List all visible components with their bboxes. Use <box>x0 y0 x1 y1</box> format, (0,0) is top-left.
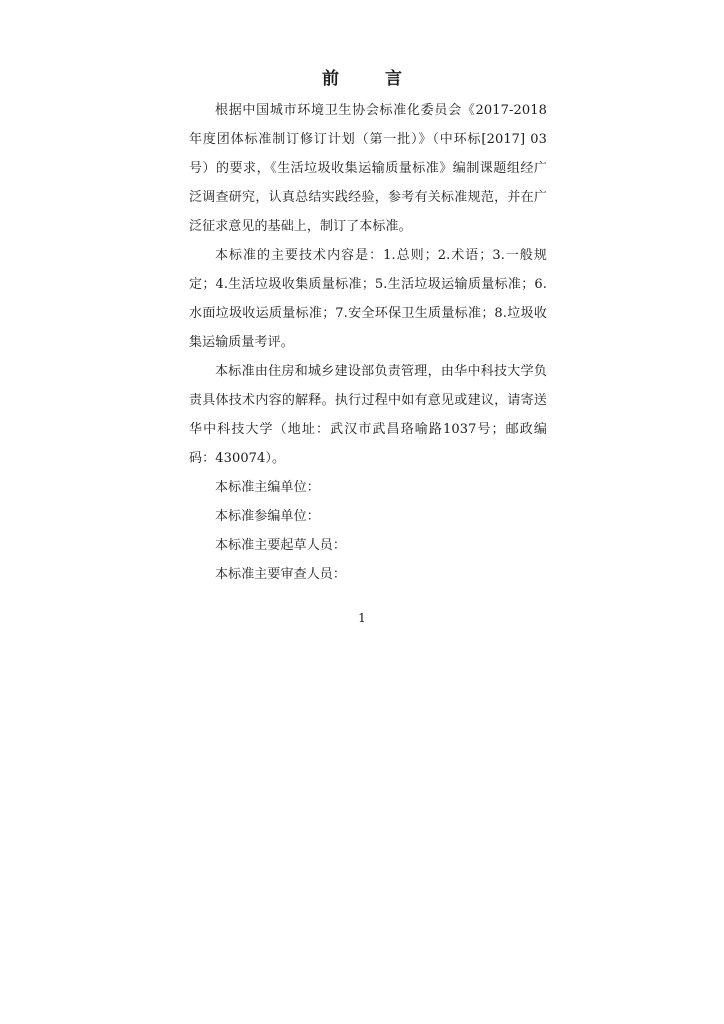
main-reviewers: 本标准主要审查人员： <box>215 567 347 582</box>
chief-editor-unit: 本标准主编单位： <box>215 480 320 495</box>
page-number: 1 <box>358 611 366 625</box>
paragraph-background: 根据中国城市环境卫生协会标准化委员会《2017-2018年度团体标准制订修订计划（第一批）》（中环标[2017] 03号）的要求，《生活垃圾收集运输质量标准》编制课题组经广泛调查研究，认真总结实践经验，参考有关标准规范，并在广泛征求意见的基础上，制订了本标准。 <box>189 103 547 234</box>
main-drafters: 本标准主要起草人员： <box>215 538 347 553</box>
page-title: 前 言 <box>322 69 422 89</box>
preface-body <box>189 96 547 589</box>
participating-unit: 本标准参编单位： <box>215 509 320 524</box>
paragraph-main-content: 本标准的主要技术内容是：1.总则；2.术语；3.一般规定；4.生活垃圾收集质量标准；5.生活垃圾运输质量标准；6.水面垃圾收运质量标准；7.安全环保卫生质量标准；8.垃圾收集运输质量考评。 <box>189 248 547 350</box>
paragraph-management: 本标准由住房和城乡建设部负责管理，由华中科技大学负责具体技术内容的解释。执行过程中如有意见或建议，请寄送华中科技大学（地址：武汉市武昌珞喻路1037号；邮政编码：430074）。 <box>189 364 547 466</box>
